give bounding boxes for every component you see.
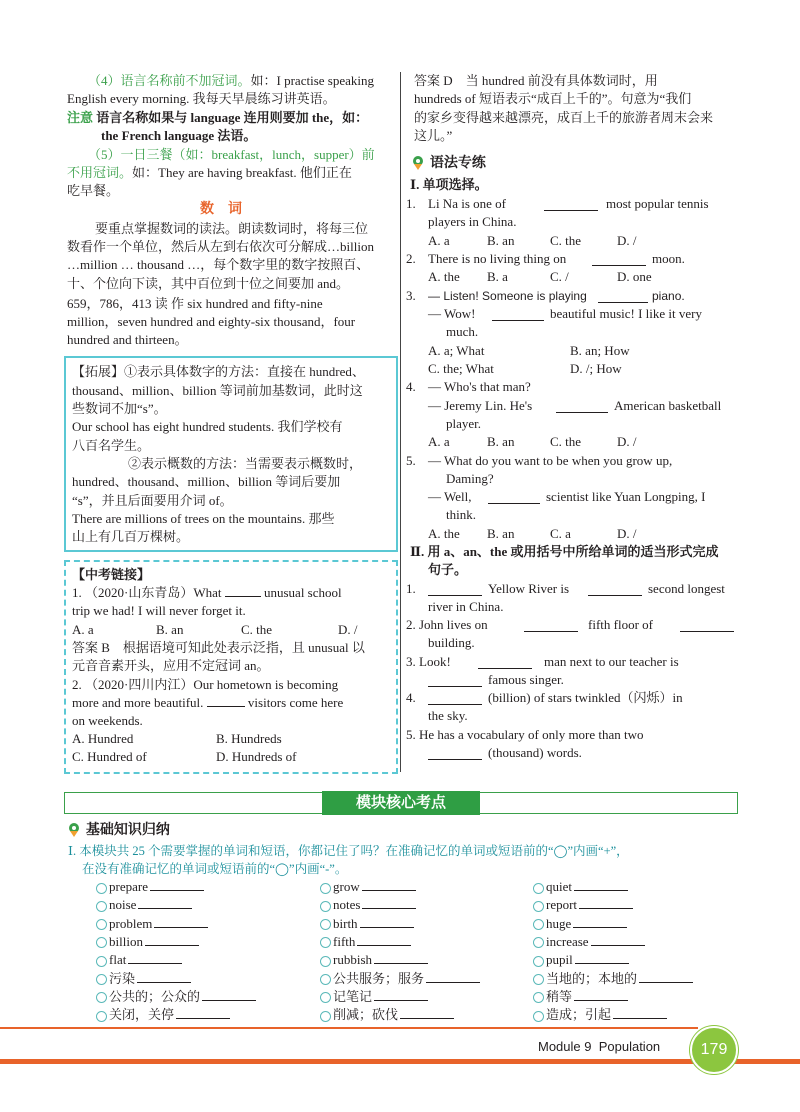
vocab-word: grow	[333, 879, 360, 894]
exam-q2-line1: 2. （2020·四川内江）Our hometown is becoming	[72, 677, 339, 692]
vocab-word: huge	[546, 915, 572, 931]
vocab-item	[320, 933, 411, 951]
answer-blank[interactable]	[639, 970, 693, 983]
answer-blank[interactable]	[574, 988, 628, 1001]
left-line-2: English every morning. 我每天早晨练习讲英语。	[67, 91, 336, 106]
vocab-word: quiet	[546, 879, 572, 894]
ext-line-1: 【拓展】①表示具体数字的方法：直接在 hundred、	[72, 364, 365, 379]
fill5-text: 5. He has a vocabulary of only more than two	[406, 727, 644, 742]
rule-5-line	[67, 164, 352, 182]
option: C. the	[241, 622, 273, 637]
vocab-item	[320, 988, 428, 1006]
mark-circle[interactable]	[533, 992, 544, 1003]
option: C. the; What	[428, 361, 494, 376]
vocab-word: 公共服务；服务	[333, 970, 425, 986]
mark-circle[interactable]	[320, 901, 331, 912]
answer-blank[interactable]	[428, 747, 482, 760]
column-divider	[400, 72, 401, 772]
ext-line-7: hundred、thousand、million、billion 等词后要加	[72, 474, 341, 489]
option: A. a; What	[428, 343, 485, 358]
mark-circle[interactable]	[533, 901, 544, 912]
vocab-word: noise	[109, 897, 137, 913]
answer-blank[interactable]	[176, 1006, 230, 1019]
vocab-word: notes	[333, 897, 361, 913]
rule-4-example: 如：I practise speaking	[250, 73, 374, 88]
exam-q2-line3: on weekends.	[72, 713, 143, 728]
answer-blank[interactable]	[428, 583, 482, 596]
answer-blank[interactable]	[374, 951, 428, 964]
footer-rule-top	[0, 1027, 698, 1029]
option: B. Hundreds	[216, 731, 282, 746]
mark-circle[interactable]	[533, 974, 544, 985]
answer-line-4: 这儿。”	[414, 128, 453, 143]
q5-stem-cont: Daming?	[446, 471, 494, 486]
rule-5-label: （5）一日三餐（如：breakfast，lunch，supper）前	[88, 147, 375, 162]
answer-blank[interactable]	[428, 674, 482, 687]
option: D. /	[338, 622, 358, 637]
footer-module	[538, 1038, 660, 1056]
answer-blank[interactable]	[426, 970, 480, 983]
q3-reply-cont: beautiful music! I like it very	[550, 306, 702, 321]
option: C. the	[550, 434, 582, 449]
answer-blank[interactable]	[524, 619, 578, 632]
part2-title-cont: 句子。	[428, 562, 468, 577]
ext-line-4: Our school has eight hundred students. 我们学校有	[72, 419, 343, 434]
mark-circle[interactable]	[96, 901, 107, 912]
vocab-item	[533, 933, 645, 951]
vocab-item	[320, 896, 416, 914]
option: C. a	[550, 526, 571, 541]
mark-circle[interactable]	[96, 956, 107, 967]
q1-stem-cont: most popular tennis	[606, 196, 709, 211]
q-number: 4.	[406, 690, 416, 705]
numerals-p7: hundred and thirteen。	[67, 332, 188, 347]
mark-circle[interactable]	[96, 919, 107, 930]
answer-blank[interactable]	[150, 878, 204, 891]
q-number: 3.	[406, 288, 416, 303]
fill1-text-end: river in China.	[428, 599, 504, 614]
module-number: Module 9	[538, 1039, 592, 1054]
mark-circle[interactable]	[320, 1011, 331, 1022]
exam-q1	[72, 584, 342, 602]
vocab-item	[96, 878, 204, 896]
vocab-item	[96, 988, 256, 1006]
fill1-text-cont: second longest	[648, 581, 725, 596]
vocab-item	[320, 951, 428, 969]
q3-stem-cont: piano.	[652, 289, 685, 303]
vocab-item	[320, 970, 480, 988]
option: D. Hundreds of	[216, 749, 297, 764]
option: C. Hundred of	[72, 749, 147, 764]
note-example: the French language 法语。	[101, 128, 257, 143]
ext-line-8: “s”，并且后面要用介词 of。	[72, 493, 233, 508]
answer-blank[interactable]	[225, 584, 261, 597]
exam-a1-line1: 答案 B 根据语境可知此处表示泛指，且 unusual 以	[72, 640, 365, 655]
vocab-word: 当地的；本地的	[546, 970, 638, 986]
mark-circle[interactable]	[320, 956, 331, 967]
vocab-word: fifth	[333, 933, 356, 949]
ext-line-9: There are millions of trees on the mountains. 那些	[72, 511, 335, 526]
page-number: 179	[690, 1026, 738, 1074]
note-line	[67, 109, 368, 127]
q4-reply-end: player.	[446, 416, 482, 431]
answer-blank[interactable]	[573, 915, 627, 928]
answer-line-2: hundreds of 短语表示“成百上千的”。句意为“我们	[414, 91, 692, 106]
answer-blank[interactable]	[360, 915, 414, 928]
option: B. a	[487, 269, 508, 284]
exam-q2-stem-cont: visitors come here	[247, 695, 344, 710]
vocab-item	[96, 933, 199, 951]
module-title: Population	[598, 1039, 661, 1054]
option: A. a	[72, 622, 94, 637]
fill2-text-end: building.	[428, 635, 475, 650]
vocab-word: billion	[109, 933, 143, 949]
vocab-word: 公共的；公众的	[109, 988, 201, 1004]
exam-a1-line2: 元音音素开头，应用不定冠词 an。	[72, 658, 270, 673]
q5-stem: — What do you want to be when you grow up,	[428, 453, 673, 468]
note-label: 注意	[67, 110, 94, 125]
ext-line-5: 八百名学生。	[72, 438, 151, 453]
answer-blank[interactable]	[544, 198, 598, 211]
option: D. /	[617, 526, 637, 541]
option: B. an	[487, 526, 515, 541]
mark-circle[interactable]	[533, 937, 544, 948]
option: A. the	[428, 269, 460, 284]
vocab-item	[533, 896, 633, 914]
answer-line-1: 答案 D 当 hundred 前没有具体数词时，用	[414, 73, 658, 88]
answer-blank[interactable]	[680, 619, 734, 632]
numerals-p6: million，seven hundred and eighty-six thousand，four	[67, 314, 356, 329]
q4-reply: — Jeremy Lin. He's	[428, 398, 533, 413]
vocab-item	[533, 1006, 667, 1024]
rule-5-label-cont: 不用冠词。	[67, 165, 133, 180]
ext-line-6: ②表示概数的方法：当需要表示概数时，	[128, 456, 363, 471]
mark-circle[interactable]	[96, 1011, 107, 1022]
q4-reply-cont: American basketball	[614, 398, 722, 413]
vocab-item	[533, 915, 627, 933]
mark-circle[interactable]	[320, 883, 331, 894]
fill3-text-cont: man next to our teacher is	[544, 654, 679, 669]
vocab-item	[96, 970, 191, 988]
answer-blank[interactable]	[579, 896, 633, 909]
intro-line-2: 在没有准确记忆的单词或短语前的“◯”内画“-”。	[82, 862, 348, 876]
answer-blank[interactable]	[202, 988, 256, 1001]
part1-title: Ⅰ. 单项选择。	[410, 177, 488, 192]
vocab-word: 关闭，关停	[109, 1007, 175, 1023]
basics-title	[66, 820, 170, 838]
option: B. an; How	[570, 343, 630, 358]
mark-circle[interactable]	[533, 919, 544, 930]
answer-blank[interactable]	[138, 896, 192, 909]
option: B. an	[156, 622, 184, 637]
part2-title: Ⅱ. 用 a、an、the 或用括号中所给单词的适当形式完成	[410, 544, 719, 559]
vocab-word: prepare	[109, 879, 148, 894]
mark-circle[interactable]	[533, 883, 544, 894]
q-number: 1.	[406, 581, 416, 596]
fill4-text: (billion) of stars twinkled（闪烁）in	[488, 690, 683, 705]
q1-line2: players in China.	[428, 214, 517, 229]
answer-blank[interactable]	[488, 491, 540, 504]
numerals-p2: 数看作一个单位，然后从左到右依次可分解成…billion	[67, 239, 374, 254]
vocab-word: flat	[109, 952, 127, 968]
q-number: 1.	[406, 196, 416, 211]
option: D. /; How	[570, 361, 622, 376]
answer-blank[interactable]	[362, 878, 416, 891]
vocab-item	[533, 988, 628, 1006]
mark-circle[interactable]	[320, 974, 331, 985]
fill3-text-end: famous singer.	[488, 672, 564, 687]
q5-reply-cont: scientist like Yuan Longping, I	[546, 489, 706, 504]
mark-circle[interactable]	[96, 974, 107, 985]
answer-line-3: 的家乡变得越来越漂亮，成百上千的旅游者周末会来	[414, 110, 714, 125]
location-pin-icon	[66, 822, 82, 838]
mark-circle[interactable]	[533, 1011, 544, 1022]
q3-reply: — Wow!	[428, 306, 476, 321]
q2-stem-cont: moon.	[652, 251, 685, 266]
q3-reply-end: much.	[446, 324, 479, 339]
ext-line-2: thousand、million、billion 等词前加基数词，此时这	[72, 383, 363, 398]
q3-stem: — Listen! Someone is playing	[428, 289, 587, 303]
option: D. /	[617, 434, 637, 449]
vocab-word: 记笔记	[333, 988, 373, 1004]
answer-blank[interactable]	[478, 656, 532, 669]
vocab-item	[320, 1006, 454, 1024]
answer-blank[interactable]	[207, 694, 245, 707]
mark-circle[interactable]	[320, 992, 331, 1003]
answer-blank[interactable]	[556, 400, 608, 413]
exam-q2-line2	[72, 694, 343, 712]
q2-stem: There is no living thing on	[428, 251, 567, 266]
fill3-text: 3. Look!	[406, 654, 451, 669]
mark-circle[interactable]	[320, 919, 331, 930]
mark-circle[interactable]	[320, 937, 331, 948]
vocab-item	[533, 951, 629, 969]
vocab-item	[96, 1006, 230, 1024]
answer-blank[interactable]	[428, 692, 482, 705]
fill5-text-end: (thousand) words.	[488, 745, 582, 760]
vocab-item	[96, 951, 182, 969]
vocab-word: rubbish	[333, 952, 372, 968]
option: B. an	[487, 233, 515, 248]
q5-reply-end: think.	[446, 507, 476, 522]
answer-blank[interactable]	[574, 878, 628, 891]
rule-5-example: 如：They are having breakfast. 他们正在	[132, 165, 352, 180]
vocab-item	[320, 915, 414, 933]
mark-circle[interactable]	[533, 956, 544, 967]
vocab-word: problem	[109, 915, 153, 931]
vocab-word: 削减；砍伐	[333, 1007, 399, 1023]
vocab-word: 造成；引起	[546, 1007, 612, 1023]
rule-4-label: （4）语言名称前不加冠词。	[88, 73, 251, 88]
exam-q1-line2: trip we had! I will never forget it.	[72, 603, 246, 618]
numerals-p4: 十、个位向下读，其中百位到十位之间要加 and。	[67, 276, 350, 291]
answer-blank[interactable]	[374, 988, 428, 1001]
fill2-text: 2. John lives on	[406, 617, 488, 632]
intro-line-1: Ⅰ. 本模块共 25 个需要掌握的单词和短语，你都记住了吗？在准确记忆的单词或短语前的“◯”内画“+”，	[68, 844, 629, 858]
vocab-item	[533, 970, 693, 988]
q-number: 2.	[406, 251, 416, 266]
mark-circle[interactable]	[96, 992, 107, 1003]
option: C. /	[550, 269, 569, 284]
grammar-section-label: 语法专练	[429, 154, 486, 170]
exam-q2-stem: more and more beautiful.	[72, 695, 204, 710]
option: C. the	[550, 233, 582, 248]
option: B. an	[487, 434, 515, 449]
exam-link-title: 【中考链接】	[72, 567, 151, 582]
note-text: 语言名称如果与 language 连用则要加 the，如：	[96, 110, 369, 125]
fill4-text-end: the sky.	[428, 708, 468, 723]
answer-blank[interactable]	[613, 1006, 667, 1019]
exam-q1-stem: 1. （2020·山东青岛）What	[72, 585, 222, 600]
q1-stem: Li Na is one of	[428, 196, 506, 211]
exam-q1-stem-cont: unusual school	[263, 585, 342, 600]
basics-title-label: 基础知识归纳	[85, 821, 170, 837]
vocab-word: pupil	[546, 952, 573, 968]
ext-line-3: 些数词不加“s”。	[72, 401, 167, 416]
numerals-p3: …million … thousand …，每个数字里的数字按照百、	[67, 257, 370, 272]
grammar-section-title	[410, 153, 486, 171]
module-banner: 模块核心考点	[322, 791, 480, 815]
answer-blank[interactable]	[591, 933, 645, 946]
answer-blank[interactable]	[400, 1006, 454, 1019]
q4-stem: — Who's that man?	[428, 379, 531, 394]
vocab-word: 污染	[109, 970, 136, 986]
numerals-p1: 要重点掌握数词的读法。朗读数词时，将每三位	[95, 221, 369, 236]
q5-reply: — Well,	[428, 489, 472, 504]
option: D. /	[617, 233, 637, 248]
answer-blank[interactable]	[588, 583, 642, 596]
answer-blank[interactable]	[575, 951, 629, 964]
fill1-text: Yellow River is	[488, 581, 570, 596]
answer-blank[interactable]	[598, 290, 648, 303]
vocab-word: 稍等	[546, 988, 573, 1004]
footer-bar	[0, 1059, 800, 1064]
answer-blank[interactable]	[145, 933, 199, 946]
option: A. a	[428, 434, 450, 449]
q-number: 5.	[406, 453, 416, 468]
q-number: 4.	[406, 379, 416, 394]
option: D. one	[617, 269, 652, 284]
option: A. the	[428, 526, 460, 541]
answer-blank[interactable]	[592, 253, 646, 266]
left-line-1	[88, 72, 374, 90]
numerals-p5: 659，786，413 读 作 six hundred and fifty-nine	[67, 296, 323, 311]
answer-blank[interactable]	[128, 951, 182, 964]
mark-circle[interactable]	[96, 937, 107, 948]
vocab-item	[320, 878, 416, 896]
answer-blank[interactable]	[357, 933, 411, 946]
fill2-text-cont: fifth floor of	[588, 617, 653, 632]
vocab-word: report	[546, 897, 578, 913]
option: A. Hundred	[72, 731, 134, 746]
vocab-item	[533, 878, 628, 896]
answer-blank[interactable]	[154, 915, 208, 928]
ext-line-10: 山上有几百万棵树。	[72, 529, 190, 544]
q1-line1	[428, 195, 506, 213]
rule-5-end: 吃早餐。	[67, 183, 120, 198]
option: A. a	[428, 233, 450, 248]
vocab-word: birth	[333, 915, 358, 931]
location-pin-icon	[410, 155, 426, 171]
vocab-item	[96, 915, 208, 933]
numerals-heading: 数 词	[200, 202, 242, 217]
mark-circle[interactable]	[96, 883, 107, 894]
vocab-item	[96, 896, 192, 914]
answer-blank[interactable]	[492, 308, 544, 321]
answer-blank[interactable]	[137, 970, 191, 983]
answer-blank[interactable]	[362, 896, 416, 909]
vocab-word: increase	[546, 933, 589, 949]
